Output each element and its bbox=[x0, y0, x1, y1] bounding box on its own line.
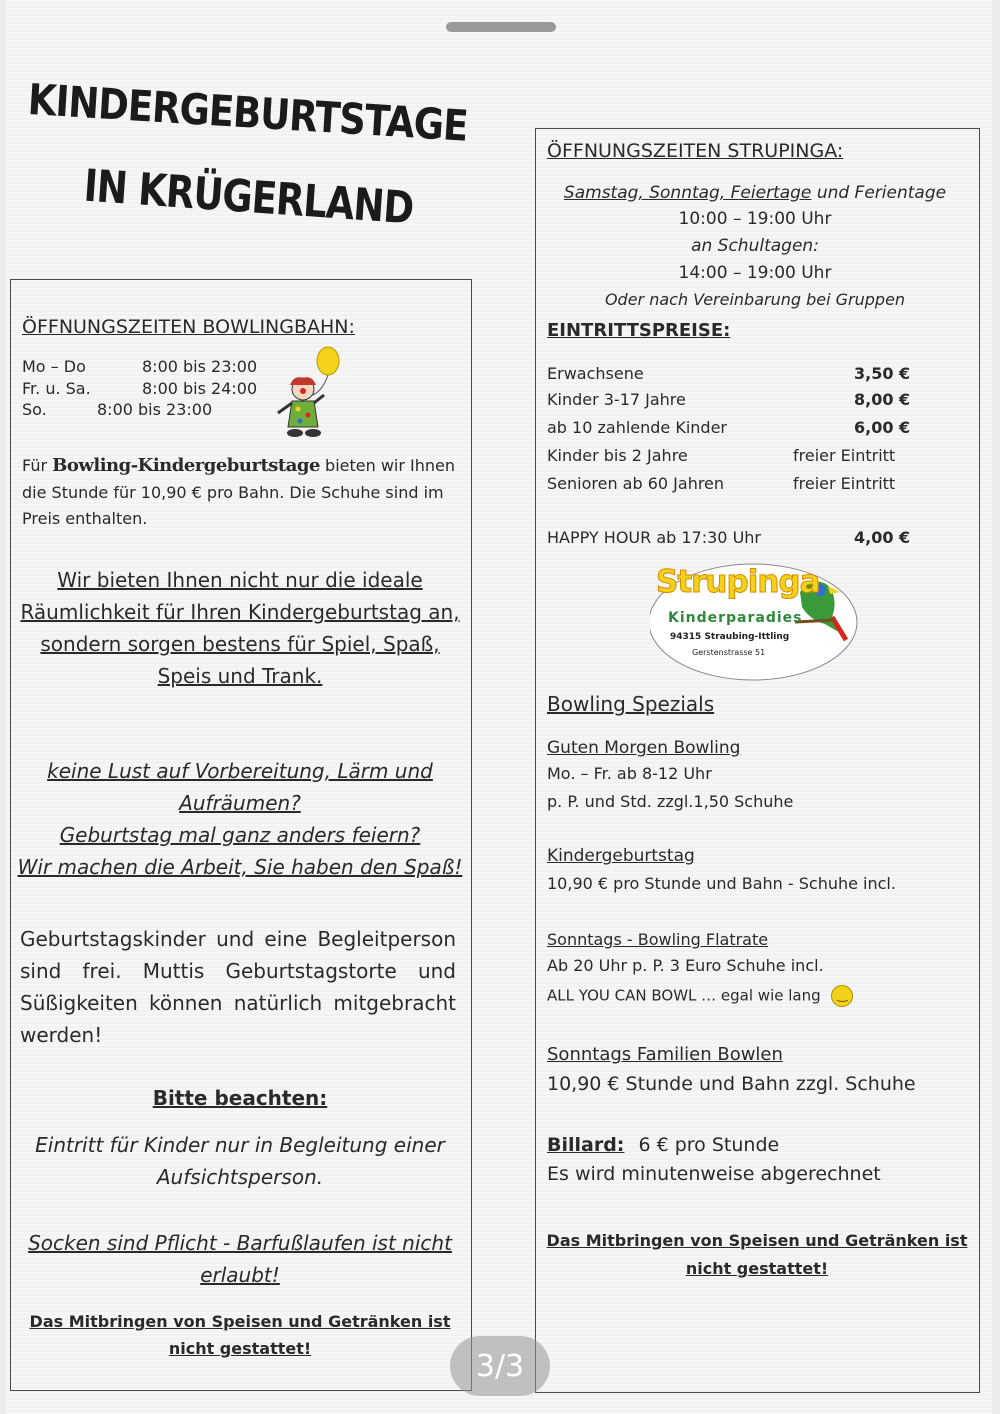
family-line: 10,90 € Stunde und Bahn zzgl. Schuhe bbox=[547, 1073, 916, 1095]
logo-name: Strupinga bbox=[656, 564, 820, 600]
note-line-2: Aufsichtsperson. bbox=[156, 1165, 324, 1189]
socks-line-2: erlaubt! bbox=[200, 1263, 280, 1287]
happy-hour-price: 4,00 € bbox=[854, 528, 911, 547]
opening-days-suffix: und Ferientage bbox=[816, 183, 947, 203]
price-label-3: ab 10 zahlende Kinder bbox=[547, 418, 728, 437]
hours-time-1: 8:00 bis 23:00 bbox=[142, 357, 258, 376]
free-line-2: sind frei. Muttis Geburtstagstorte und bbox=[20, 959, 456, 983]
morning-heading: Guten Morgen Bowling bbox=[547, 738, 741, 758]
hours-time-2: 8:00 bis 24:00 bbox=[142, 379, 258, 398]
page-indicator bbox=[450, 1336, 550, 1396]
bowling-intro-line3: Preis enthalten. bbox=[22, 509, 148, 528]
bowling-intro-bold: Bowling-Kindergeburtstage bbox=[52, 455, 320, 476]
price-value-4: freier Eintritt bbox=[793, 446, 896, 465]
flatrate-heading: Sonntags - Bowling Flatrate bbox=[547, 930, 769, 949]
offer-line-2: Räumlichkeit für Ihren Kindergeburtstag an, bbox=[20, 600, 460, 624]
opening-days-prefix: Samstag, Sonntag, Feiertage bbox=[563, 183, 812, 203]
flatrate-line-1: Ab 20 Uhr p. P. 3 Euro Schuhe incl. bbox=[547, 956, 824, 975]
question-line-4: Wir machen die Arbeit, Sie haben den Spaß! bbox=[17, 855, 463, 879]
drag-handle[interactable] bbox=[446, 22, 556, 32]
specials-heading: Bowling Spezials bbox=[547, 692, 715, 716]
strupinga-info-box bbox=[535, 128, 980, 1393]
strupinga-hours-heading: ÖFFNUNGSZEITEN STRUPINGA: bbox=[547, 140, 844, 162]
morning-line-1: Mo. – Fr. ab 8-12 Uhr bbox=[547, 764, 712, 783]
price-label-1: Erwachsene bbox=[547, 364, 644, 383]
time-school: 14:00 – 19:00 Uhr bbox=[678, 263, 832, 283]
kids-heading: Kindergeburtstag bbox=[547, 846, 695, 866]
billiard-label: Billard: bbox=[547, 1134, 625, 1156]
bowling-intro-line2: die Stunde für 10,90 € pro Bahn. Die Schuhe sind im bbox=[22, 483, 444, 502]
hours-day-1: Mo – Do bbox=[22, 357, 86, 376]
question-line-2: Aufräumen? bbox=[179, 791, 301, 815]
free-line-1: Geburtstagskinder und eine Begleitperson bbox=[20, 927, 456, 951]
price-value-3: 6,00 € bbox=[854, 418, 911, 437]
billiard-line-2: Es wird minutenweise abgerechnet bbox=[547, 1163, 881, 1185]
groups-note: Oder nach Vereinbarung bei Gruppen bbox=[604, 290, 906, 309]
note-heading: Bitte beachten: bbox=[152, 1086, 328, 1110]
opening-days bbox=[545, 183, 965, 203]
hours-day-2: Fr. u. Sa. bbox=[22, 379, 91, 398]
kids-line: 10,90 € pro Stunde und Bahn - Schuhe incl. bbox=[547, 874, 896, 893]
logo-address1: 94315 Straubing-Ittling bbox=[670, 632, 790, 642]
price-value-5: freier Eintritt bbox=[793, 474, 896, 493]
bowling-intro-prefix: Für bbox=[22, 456, 48, 475]
price-value-2: 8,00 € bbox=[854, 390, 911, 409]
page-title-line2: IN KRÜGERLAND bbox=[82, 159, 415, 235]
smiley-icon: ‿ bbox=[831, 985, 853, 1007]
note-line-1: Eintritt für Kinder nur in Begleitung einer bbox=[35, 1133, 445, 1157]
socks-line-1: Socken sind Pflicht - Barfußlaufen ist nicht bbox=[28, 1231, 452, 1255]
billiard-line-1 bbox=[547, 1134, 779, 1156]
bowling-intro-suffix: bieten wir Ihnen bbox=[325, 456, 455, 475]
right-food-line-2: nicht gestattet! bbox=[685, 1259, 829, 1278]
prices-heading: EINTRITTSPREISE: bbox=[547, 320, 731, 341]
offer-line-4: Speis und Trank. bbox=[157, 664, 323, 688]
price-label-2: Kinder 3-17 Jahre bbox=[547, 390, 686, 409]
strupinga-logo bbox=[650, 562, 860, 682]
school-days: an Schultagen: bbox=[691, 236, 819, 256]
family-heading: Sonntags Familien Bowlen bbox=[547, 1044, 783, 1065]
price-label-4: Kinder bis 2 Jahre bbox=[547, 446, 688, 465]
question-line-1: keine Lust auf Vorbereitung, Lärm und bbox=[47, 759, 433, 783]
left-food-line-1: Das Mitbringen von Speisen und Getränken ist bbox=[29, 1312, 451, 1331]
flatrate-line-2 bbox=[547, 985, 853, 1007]
billiard-price: 6 € pro Stunde bbox=[638, 1134, 780, 1156]
logo-address2: Gerstenstrasse 51 bbox=[692, 648, 766, 657]
offer-line-3: sondern sorgen bestens für Spiel, Spaß, bbox=[40, 632, 440, 656]
offer-line-1: Wir bieten Ihnen nicht nur die ideale bbox=[57, 568, 423, 592]
price-label-5: Senioren ab 60 Jahren bbox=[547, 474, 725, 493]
hours-day-3: So. bbox=[22, 400, 47, 419]
happy-hour-label: HAPPY HOUR ab 17:30 Uhr bbox=[547, 528, 761, 547]
page-indicator-label: 3/3 bbox=[475, 1348, 525, 1384]
flatrate-line-2-text: ALL YOU CAN BOWL … egal wie lang bbox=[547, 986, 821, 1005]
free-line-3: Süßigkeiten können natürlich mitgebracht bbox=[20, 991, 456, 1015]
time-weekend: 10:00 – 19:00 Uhr bbox=[678, 209, 832, 229]
bowling-hours-heading: ÖFFNUNGSZEITEN BOWLINGBAHN: bbox=[22, 316, 355, 338]
right-food-line-1: Das Mitbringen von Speisen und Getränken ist bbox=[546, 1231, 968, 1250]
hours-time-3: 8:00 bis 23:00 bbox=[97, 400, 213, 419]
page-title-line1: KINDERGEBURTSTAGE bbox=[26, 74, 469, 152]
free-line-4: werden! bbox=[20, 1023, 103, 1047]
question-line-3: Geburtstag mal ganz anders feiern? bbox=[59, 823, 421, 847]
bowling-intro-line1 bbox=[22, 455, 455, 476]
logo-sub: Kinderparadies bbox=[668, 610, 803, 626]
clown-balloon-icon bbox=[268, 345, 348, 440]
morning-line-2: p. P. und Std. zzgl.1,50 Schuhe bbox=[547, 792, 794, 811]
price-value-1: 3,50 € bbox=[854, 364, 911, 383]
left-food-line-2: nicht gestattet! bbox=[168, 1339, 312, 1358]
